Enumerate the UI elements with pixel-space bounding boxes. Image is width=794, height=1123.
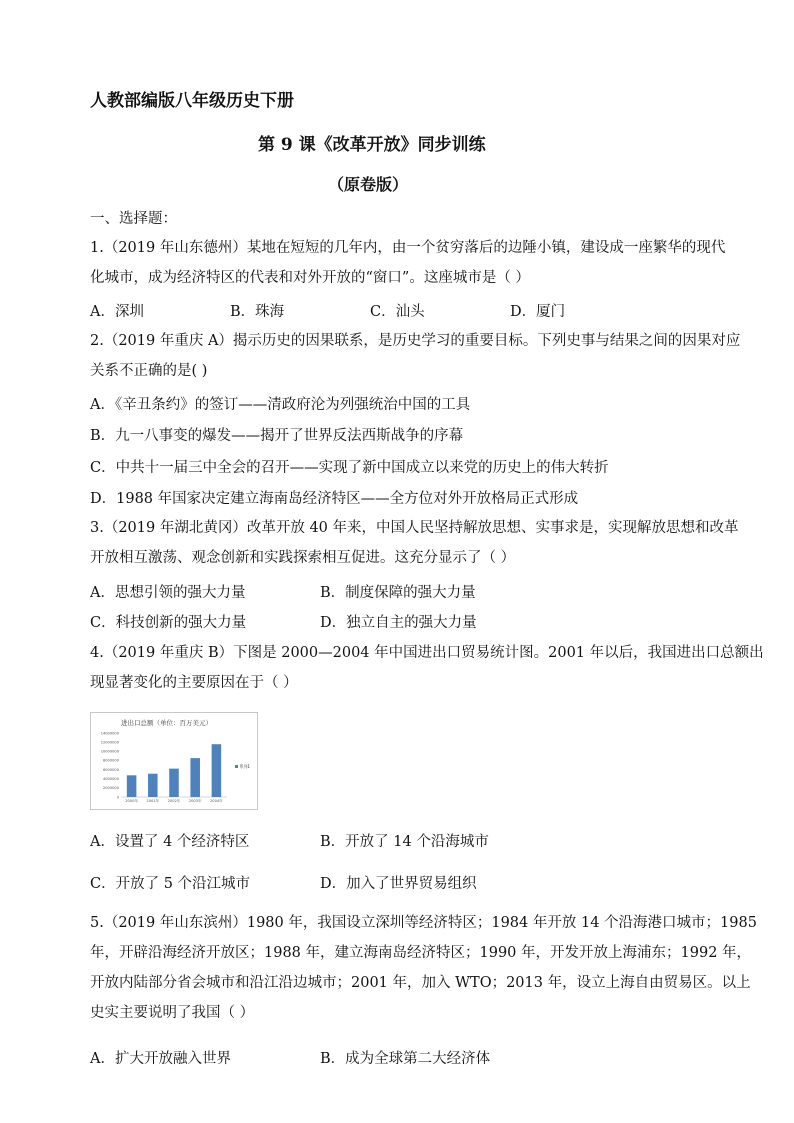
question-4-option-c[interactable]: C．开放了 5 个沿江城市 <box>90 876 251 892</box>
x-tick-label: 2002年 <box>167 799 181 803</box>
y-tick-label: 6000000 <box>102 767 119 772</box>
question-5-option-a[interactable]: A．扩大开放融入世界 <box>90 1051 231 1067</box>
chart-bar <box>190 758 200 797</box>
question-3-line-2: 开放相互激荡、观念创新和实践探索相互促进。这充分显示了（ ） <box>90 550 516 566</box>
trade-chart <box>90 712 258 810</box>
version-label: （原卷版） <box>328 175 409 194</box>
chart-bars <box>121 744 227 797</box>
question-2-option-a[interactable]: A．《辛丑条约》的签订——清政府沦为列强统治中国的工具 <box>90 397 471 413</box>
question-1-line-1: 1.（2019 年山东德州）某地在短短的几年内，由一个贫穷落后的边陲小镇，建设成一座繁华的现代 <box>90 240 726 256</box>
x-tick-label: 2001年 <box>146 799 160 803</box>
chart-bar <box>148 774 158 797</box>
legend-label: 系列1 <box>239 764 251 769</box>
y-tick-label: 2000000 <box>102 786 119 791</box>
question-4-option-d[interactable]: D．加入了世界贸易组织 <box>320 876 477 892</box>
question-5-line-4: 史实主要说明了我国（ ） <box>90 1005 255 1021</box>
question-4-option-b[interactable]: B．开放了 14 个沿海城市 <box>320 834 489 850</box>
question-4-option-a[interactable]: A．设置了 4 个经济特区 <box>90 834 250 850</box>
x-tick-label: 2003年 <box>188 799 202 803</box>
question-3-line-1: 3.（2019 年湖北黄冈）改革开放 40 年来，中国人民坚持解放思想、实事求是，实现解放思想和改革 <box>90 520 739 536</box>
x-axis-ticks <box>125 798 223 803</box>
question-2-option-d[interactable]: D．1988 年国家决定建立海南岛经济特区——全方位对外开放格局正式形成 <box>90 491 579 507</box>
publisher-line: 人教部编版八年级历史下册 <box>90 91 294 111</box>
y-tick-label: 0 <box>116 795 119 800</box>
question-2-option-b[interactable]: B．九一八事变的爆发——揭开了世界反法西斯战争的序幕 <box>90 428 464 444</box>
question-1-line-2: 化城市，成为经济特区的代表和对外开放的“窗口”。这座城市是（ ） <box>90 270 530 286</box>
y-tick-label: 10000000 <box>100 749 119 754</box>
question-5-option-b[interactable]: B．成为全球第二大经济体 <box>320 1051 491 1067</box>
question-2-line-1: 2.（2019 年重庆 A）揭示历史的因果联系，是历史学习的重要目标。下列史事与结果之间的因果对应 <box>90 333 741 349</box>
x-tick-label: 2000年 <box>125 799 138 803</box>
question-1-option-d[interactable]: D．厦门 <box>510 304 566 320</box>
y-tick-label: 14000000 <box>100 731 119 736</box>
chart-bar <box>127 775 137 797</box>
question-1-option-c[interactable]: C．汕头 <box>370 304 425 320</box>
chart-bar <box>212 744 222 797</box>
trade-chart-svg <box>91 713 257 809</box>
question-4-line-1: 4.（2019 年重庆 B）下图是 2000—2004 年中国进出口贸易统计图。2001 年以后，我国进出口总额出 <box>90 645 764 661</box>
question-2-line-2: 关系不正确的是( ) <box>90 363 208 379</box>
question-2-option-c[interactable]: C．中共十一届三中全会的召开——实现了新中国成立以来党的历史上的伟大转折 <box>90 460 609 476</box>
question-5-line-1: 5.（2019 年山东滨州）1980 年，我国设立深圳等经济特区；1984 年开放 14 个沿海港口城市；1985 <box>90 915 757 931</box>
x-tick-label: 2004年 <box>210 799 223 803</box>
question-5-line-2: 年，开辟沿海经济开放区；1988 年，建立海南岛经济特区；1990 年，开发开放上海浦东；1992 年， <box>90 945 752 961</box>
question-3-option-d[interactable]: D．独立自主的强大力量 <box>320 615 477 631</box>
question-5-line-3: 开放内陆部分省会城市和沿江沿边城市；2001 年，加入 WTO；2013 年，设立上海自由贸易区。以上 <box>90 975 751 991</box>
y-tick-label: 8000000 <box>102 758 119 763</box>
y-axis-ticks <box>101 731 120 799</box>
lesson-title: 第 9 课《改革开放》同步训练 <box>258 135 486 155</box>
section-title: 一、选择题： <box>90 211 177 227</box>
chart-title: 进出口总额（单位：百万美元） <box>121 719 212 727</box>
y-tick-label: 4000000 <box>102 777 119 782</box>
question-4-line-2: 现显著变化的主要原因在于（ ） <box>90 675 298 691</box>
question-3-option-b[interactable]: B．制度保障的强大力量 <box>320 585 476 601</box>
question-1-option-b[interactable]: B．珠海 <box>230 304 285 320</box>
question-1-option-a[interactable]: A．深圳 <box>90 304 144 320</box>
y-tick-label: 12000000 <box>100 740 119 745</box>
question-3-option-a[interactable]: A．思想引领的强大力量 <box>90 585 246 601</box>
legend-swatch <box>235 765 238 768</box>
chart-bar <box>169 769 179 797</box>
question-3-option-c[interactable]: C．科技创新的强大力量 <box>90 615 247 631</box>
